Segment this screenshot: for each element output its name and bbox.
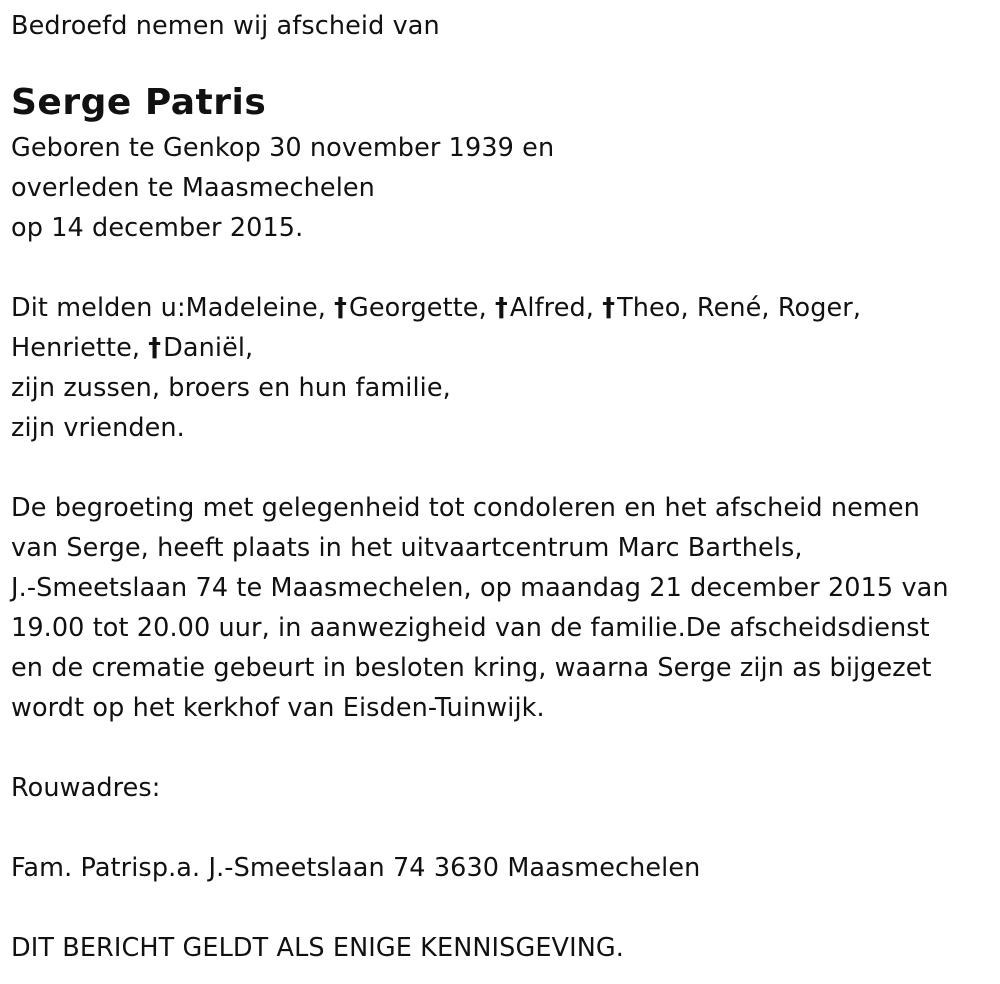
spacer: [11, 448, 986, 488]
cross-icon: †: [148, 333, 162, 363]
family-line-1: [11, 288, 986, 328]
ceremony-line: en de crematie gebeurt in besloten kring, waarna Serge zijn as bijgezet: [11, 653, 932, 683]
family-line-2: [11, 328, 986, 368]
cross-icon: †: [495, 293, 508, 323]
spacer: [11, 888, 986, 928]
deceased-sibling: Georgette,: [349, 293, 487, 323]
ceremony-line: De begroeting met gelegenheid tot condoleren en het afscheid nemen: [11, 493, 920, 523]
death-notice: [11, 6, 986, 968]
mourning-address: Fam. Patrisp.a. J.-Smeetslaan 74 3630 Maasmechelen: [11, 853, 701, 883]
closing-statement: DIT BERICHT GELDT ALS ENIGE KENNISGEVING.: [11, 933, 624, 963]
cross-icon: †: [602, 293, 616, 323]
death-place-line: overleden te Maasmechelen: [11, 173, 375, 203]
sibling-name: Henriette,: [11, 333, 141, 363]
deceased-name: Serge Patris: [11, 82, 267, 123]
family-line-3: zijn zussen, broers en hun familie,: [11, 373, 451, 403]
spacer: [11, 248, 986, 288]
birth-line: Geboren te Genkop 30 november 1939 en: [11, 133, 555, 163]
ceremony-line: 19.00 tot 20.00 uur, in aanwezigheid van de familie.De afscheidsdienst: [11, 613, 930, 643]
death-date-line: op 14 december 2015.: [11, 213, 304, 243]
cross-icon: †: [334, 293, 348, 323]
ceremony-line: van Serge, heeft plaats in het uitvaartcentrum Marc Barthels,: [11, 533, 803, 563]
ceremony-line: J.-Smeetslaan 74 te Maasmechelen, op maandag 21 december 2015 van: [11, 573, 949, 603]
deceased-sibling: Theo, René, Roger,: [617, 293, 862, 323]
ceremony-line: wordt op het kerkhof van Eisden-Tuinwijk.: [11, 693, 545, 723]
family-line-4: zijn vrienden.: [11, 413, 185, 443]
deceased-sibling: Daniël,: [163, 333, 254, 363]
intro-text: Bedroefd nemen wij afscheid van: [11, 11, 440, 41]
spacer: [11, 808, 986, 848]
deceased-sibling: Alfred,: [509, 293, 594, 323]
family-lead: Dit melden u:Madeleine,: [11, 293, 326, 323]
address-label: Rouwadres:: [11, 773, 161, 803]
spacer: [11, 728, 986, 768]
